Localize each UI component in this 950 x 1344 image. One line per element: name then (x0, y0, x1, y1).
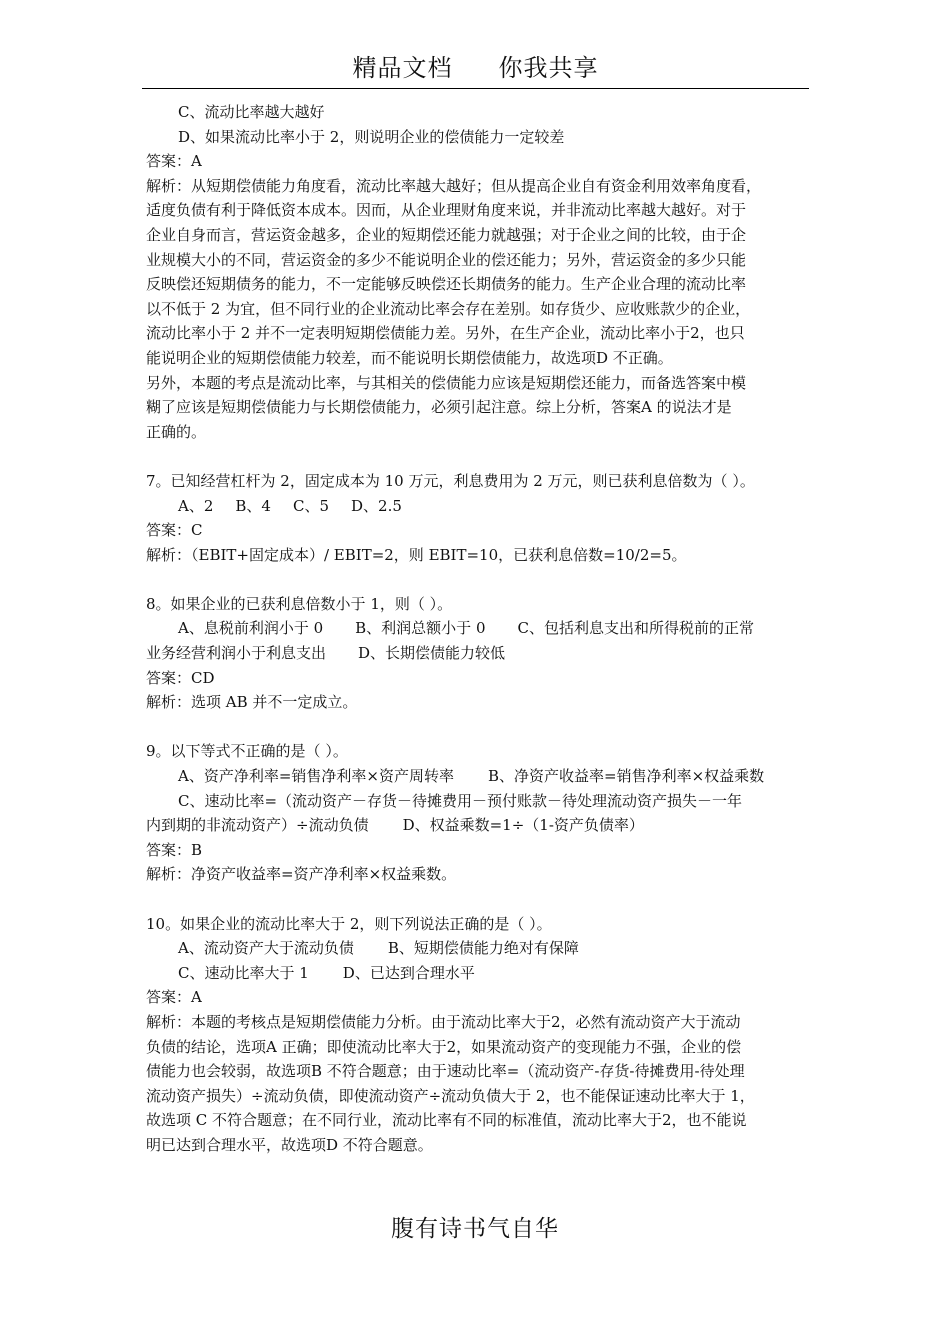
q9-option-d: D、权益乘数=1÷（1-资产负债率） (402, 816, 644, 835)
q8-option-c-cont: 业务经营利润小于利息支出 (146, 644, 327, 663)
q7-option-a: A、2 (178, 496, 214, 515)
analysis-line: 债能力也会较弱，故选项B 不符合题意；由于速动比率=（流动资产-存货-待摊费用-待处理 (146, 1062, 745, 1081)
q9-option-c: C、速动比率=（流动资产－存货－待摊费用－预付账款－待处理流动资产损失－一年 (178, 791, 743, 810)
q7-options (146, 494, 810, 519)
q8-analysis: 解析：选项 AB 并不一定成立。 (146, 693, 358, 712)
q6-option-c: C、流动比率越大越好 (178, 103, 325, 121)
q8-options-line2 (146, 641, 810, 666)
analysis-line: 负债的结论，选项A 正确；即使流动比率大于2，如果流动资产的变现能力不强，企业的偿 (146, 1037, 742, 1056)
q6-analysis (146, 174, 810, 445)
q7-option-d: D、2.5 (351, 496, 402, 515)
q8-question: 8。如果企业的已获利息倍数小于 1，则（ ）。 (146, 594, 453, 613)
analysis-line: 企业自身而言，营运资金越多，企业的短期偿还能力就越强；对于企业之间的比较，由于企 (146, 225, 747, 244)
q7-analysis: 解析：（EBIT+固定成本）/ EBIT=2，则 EBIT=10，已获利息倍数=10/2=5。 (146, 545, 687, 564)
analysis-line: 明已达到合理水平，故选项D 不符合题意。 (146, 1135, 433, 1154)
q7-option-b: B、4 (235, 496, 271, 515)
q7-answer: 答案：C (146, 521, 203, 540)
q10-options-line2 (146, 961, 810, 986)
q8-answer: 答案：CD (146, 668, 215, 687)
header-right-text: 你我共享 (498, 54, 599, 82)
analysis-line: 以不低于 2 为宜，但不同行业的企业流动比率会存在差别。如存货少、应收账款少的企业， (146, 299, 751, 318)
page-footer: 腹有诗书气自华 (391, 1216, 559, 1242)
header-title (142, 48, 809, 83)
q8-option-b: B、利润总额小于 0 (355, 619, 486, 638)
header-left-text: 精品文档 (352, 54, 453, 82)
analysis-line: 反映偿还短期债务的能力，不一定能够反映偿还长期债务的能力。生产企业合理的流动比率 (146, 275, 747, 294)
analysis-line: 正确的。 (146, 422, 207, 441)
q9-option-a: A、资产净利率=销售净利率×资产周转率 (178, 767, 454, 786)
q6-option-d: D、如果流动比率小于 2，则说明企业的偿债能力一定较差 (178, 127, 565, 146)
q10-analysis (146, 1010, 810, 1158)
analysis-line: 流动资产损失）÷流动负债，即使流动资产÷流动负债大于 2，也不能保证速动比率大于 1， (146, 1086, 755, 1105)
q10-option-a: A、流动资产大于流动负债 (178, 939, 354, 958)
q8-option-c: C、包括利息支出和所得税前的正常 (517, 619, 754, 638)
q7-option-c: C、5 (292, 496, 329, 515)
q9-analysis: 解析：净资产收益率=资产净利率×权益乘数。 (146, 865, 457, 884)
q9-options-line1 (146, 764, 810, 789)
q9-question: 9。以下等式不正确的是（ ）。 (146, 742, 348, 761)
q9-answer: 答案：B (146, 840, 203, 859)
analysis-line: 故选项 C 不符合题意；在不同行业，流动比率有不同的标准值，流动比率大于2，也不能说 (146, 1111, 747, 1130)
page-header (142, 44, 809, 89)
q8-options-line1 (146, 616, 810, 641)
q8-option-d: D、长期偿债能力较低 (358, 644, 506, 663)
q10-options-line1 (146, 936, 810, 961)
q6-answer: 答案：A (146, 152, 202, 171)
analysis-line: 解析：从短期偿债能力角度看，流动比率越大越好；但从提高企业自有资金利用效率角度看， (146, 176, 762, 195)
q9-option-b: B、净资产收益率=销售净利率×权益乘数 (487, 767, 765, 786)
analysis-line: 另外，本题的考点是流动比率，与其相关的偿债能力应该是短期偿还能力，而备选答案中模 (146, 373, 747, 392)
document-body (146, 100, 810, 1158)
q10-option-d: D、已达到合理水平 (342, 963, 475, 982)
q10-answer: 答案：A (146, 988, 202, 1007)
analysis-line: 能说明企业的短期偿债能力较差，而不能说明长期偿债能力，故选项D 不正确。 (146, 348, 673, 367)
q8-option-a: A、息税前利润小于 0 (178, 619, 324, 638)
q10-option-b: B、短期偿债能力绝对有保障 (387, 939, 579, 958)
q9-options-line3 (146, 813, 810, 838)
q9-option-c-cont: 内到期的非流动资产）÷流动负债 (146, 816, 369, 835)
q10-question: 10。如果企业的流动比率大于 2，则下列说法正确的是（ ）。 (146, 914, 552, 933)
analysis-line: 流动比率小于 2 并不一定表明短期偿债能力差。另外，在生产企业，流动比率小于2，也只 (146, 324, 745, 343)
q7-question: 7。已知经营杠杆为 2，固定成本为 10 万元，利息费用为 2 万元，则已获利息倍数为（ ）。 (146, 471, 755, 490)
analysis-line: 业规模大小的不同，营运资金的多少不能说明企业的偿还能力；另外，营运资金的多少只能 (146, 250, 747, 269)
analysis-line: 解析：本题的考核点是短期偿债能力分析。由于流动比率大于2，必然有流动资产大于流动 (146, 1012, 741, 1031)
analysis-line: 适度负债有利于降低资本成本。因而，从企业理财角度来说，并非流动比率越大越好。对于 (146, 201, 747, 220)
analysis-line: 糊了应该是短期偿债能力与长期偿债能力，必须引起注意。综上分析，答案A 的说法才是 (146, 398, 732, 417)
q10-option-c: C、速动比率大于 1 (178, 963, 309, 982)
